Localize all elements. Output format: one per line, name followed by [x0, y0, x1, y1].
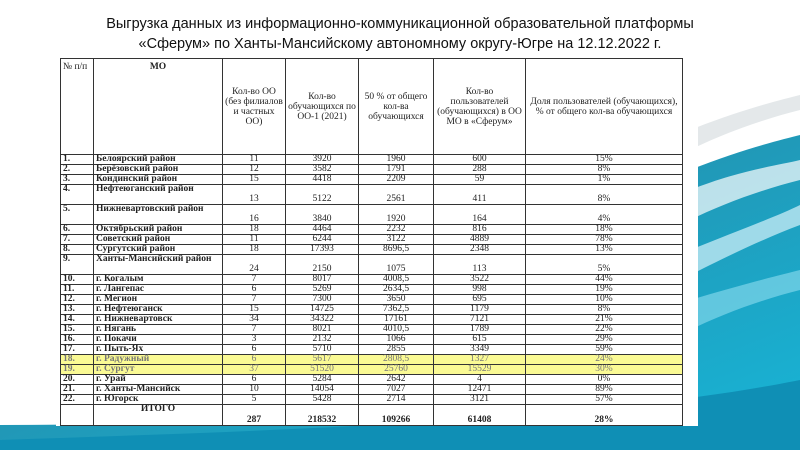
table-row [61, 335, 683, 345]
row-share: 1% [526, 175, 683, 185]
row-mo: г. Нефтеюганск [94, 305, 223, 315]
header-number: № п/п [61, 59, 94, 155]
row-mo: ИТОГО [94, 405, 223, 426]
row-users: 288 [434, 165, 526, 175]
row-schools: 6 [223, 345, 286, 355]
row-share: 21% [526, 315, 683, 325]
row-schools: 12 [223, 165, 286, 175]
row-half: 7362,5 [359, 305, 434, 315]
row-number: 21. [61, 385, 94, 395]
row-students: 34322 [286, 315, 359, 325]
row-students: 3582 [286, 165, 359, 175]
row-schools: 11 [223, 155, 286, 165]
row-share: 19% [526, 285, 683, 295]
row-number: 4. [61, 185, 94, 205]
row-schools: 287 [223, 405, 286, 426]
row-number: 14. [61, 315, 94, 325]
row-number: 9. [61, 255, 94, 275]
row-half: 109266 [359, 405, 434, 426]
table-row [61, 295, 683, 305]
row-students: 8021 [286, 325, 359, 335]
row-schools: 24 [223, 255, 286, 275]
table-header-row [61, 59, 683, 155]
row-number: 16. [61, 335, 94, 345]
row-users: 3522 [434, 275, 526, 285]
row-half: 2634,5 [359, 285, 434, 295]
row-mo: Кондинский район [94, 175, 223, 185]
row-mo: г. Лангепас [94, 285, 223, 295]
table-row [61, 355, 683, 365]
row-share: 59% [526, 345, 683, 355]
row-number: 7. [61, 235, 94, 245]
row-share: 89% [526, 385, 683, 395]
header-users-share: Доля пользователей (обучающихся), % от общего кол-ва обучающихся [526, 59, 683, 155]
row-half: 4008,5 [359, 275, 434, 285]
row-users: 164 [434, 205, 526, 225]
table-row [61, 155, 683, 165]
row-number: 20. [61, 375, 94, 385]
header-mo: МО [94, 59, 223, 155]
table-row [61, 395, 683, 405]
row-students: 5122 [286, 185, 359, 205]
row-mo: Сургутский район [94, 245, 223, 255]
row-schools: 34 [223, 315, 286, 325]
row-number: 10. [61, 275, 94, 285]
row-schools: 6 [223, 355, 286, 365]
row-number: 11. [61, 285, 94, 295]
header-half-students: 50 % от общего кол-ва обучающихся [359, 59, 434, 155]
row-half: 2714 [359, 395, 434, 405]
header-students-count: Кол-во обучающихся по ОО-1 (2021) [286, 59, 359, 155]
table-row [61, 175, 683, 185]
row-half: 1960 [359, 155, 434, 165]
row-half: 1066 [359, 335, 434, 345]
row-users: 7121 [434, 315, 526, 325]
row-mo: Нефтеюганский район [94, 185, 223, 205]
row-users: 4889 [434, 235, 526, 245]
row-students: 17393 [286, 245, 359, 255]
table-row [61, 325, 683, 335]
row-students: 8017 [286, 275, 359, 285]
row-share: 22% [526, 325, 683, 335]
table-row [61, 245, 683, 255]
title-line-1: Выгрузка данных из информационно-коммуникационной образовательной платформы [106, 16, 694, 32]
row-half: 7027 [359, 385, 434, 395]
row-share: 4% [526, 205, 683, 225]
row-schools: 3 [223, 335, 286, 345]
row-mo: г. Пыть-Ях [94, 345, 223, 355]
row-users: 59 [434, 175, 526, 185]
row-number: 3. [61, 175, 94, 185]
table-row [61, 235, 683, 245]
row-half: 2232 [359, 225, 434, 235]
table-row [61, 365, 683, 375]
row-users: 3349 [434, 345, 526, 355]
row-share: 13% [526, 245, 683, 255]
row-half: 17161 [359, 315, 434, 325]
row-students: 4418 [286, 175, 359, 185]
row-schools: 11 [223, 235, 286, 245]
row-mo: г. Ханты-Мансийск [94, 385, 223, 395]
row-users: 816 [434, 225, 526, 235]
row-number: 22. [61, 395, 94, 405]
row-users: 113 [434, 255, 526, 275]
row-number: 15. [61, 325, 94, 335]
row-users: 615 [434, 335, 526, 345]
row-schools: 15 [223, 175, 286, 185]
row-students: 14725 [286, 305, 359, 315]
table-row [61, 385, 683, 395]
row-users: 61408 [434, 405, 526, 426]
row-students: 51520 [286, 365, 359, 375]
row-schools: 10 [223, 385, 286, 395]
row-share: 8% [526, 185, 683, 205]
row-students: 14054 [286, 385, 359, 395]
row-users: 1179 [434, 305, 526, 315]
row-share: 57% [526, 395, 683, 405]
table-row [61, 285, 683, 295]
row-mo: Советский район [94, 235, 223, 245]
row-mo: Берёзовский район [94, 165, 223, 175]
row-number: 8. [61, 245, 94, 255]
data-table [60, 58, 683, 426]
row-schools: 18 [223, 225, 286, 235]
row-mo: г. Покачи [94, 335, 223, 345]
slide-title [0, 14, 800, 54]
row-users: 3121 [434, 395, 526, 405]
row-users: 15529 [434, 365, 526, 375]
row-mo: г. Нижневартовск [94, 315, 223, 325]
row-share: 15% [526, 155, 683, 165]
row-half: 1920 [359, 205, 434, 225]
row-users: 12471 [434, 385, 526, 395]
table-row [61, 255, 683, 275]
row-number: 13. [61, 305, 94, 315]
row-students: 4464 [286, 225, 359, 235]
row-share: 24% [526, 355, 683, 365]
row-students: 5428 [286, 395, 359, 405]
row-schools: 7 [223, 325, 286, 335]
table-row [61, 315, 683, 325]
row-number: 17. [61, 345, 94, 355]
table-row [61, 375, 683, 385]
table-row [61, 165, 683, 175]
header-sferum-users: Кол-во пользователей (обучающихся) в ОО МО в «Сферум» [434, 59, 526, 155]
table-row [61, 305, 683, 315]
row-mo: г. Нягань [94, 325, 223, 335]
row-mo: г. Мегион [94, 295, 223, 305]
table-row [61, 225, 683, 235]
row-mo: Белоярский район [94, 155, 223, 165]
row-students: 3920 [286, 155, 359, 165]
row-mo: Ханты-Мансийский район [94, 255, 223, 275]
row-schools: 7 [223, 295, 286, 305]
row-students: 3840 [286, 205, 359, 225]
row-mo: Нижневартовский район [94, 205, 223, 225]
row-mo: Октябрьский район [94, 225, 223, 235]
row-share: 0% [526, 375, 683, 385]
row-number: 12. [61, 295, 94, 305]
row-mo: г. Урай [94, 375, 223, 385]
row-share: 29% [526, 335, 683, 345]
row-number: 1. [61, 155, 94, 165]
row-schools: 37 [223, 365, 286, 375]
row-mo: г. Когалым [94, 275, 223, 285]
row-mo: г. Радужный [94, 355, 223, 365]
row-half: 2642 [359, 375, 434, 385]
row-schools: 6 [223, 375, 286, 385]
row-schools: 13 [223, 185, 286, 205]
row-half: 1075 [359, 255, 434, 275]
row-number [61, 405, 94, 426]
row-students: 5269 [286, 285, 359, 295]
row-number: 2. [61, 165, 94, 175]
table-row [61, 345, 683, 355]
row-share: 10% [526, 295, 683, 305]
row-students: 5284 [286, 375, 359, 385]
row-schools: 7 [223, 275, 286, 285]
row-mo: г. Югорск [94, 395, 223, 405]
row-number: 19. [61, 365, 94, 375]
row-users: 4 [434, 375, 526, 385]
row-users: 695 [434, 295, 526, 305]
header-schools-count: Кол-во ОО (без филиалов и частных ОО) [223, 59, 286, 155]
row-half: 2808,5 [359, 355, 434, 365]
row-users: 1327 [434, 355, 526, 365]
total-row [61, 405, 683, 426]
title-line-2: «Сферум» по Ханты-Мансийскому автономному округу-Югре на 12.12.2022 г. [138, 36, 662, 52]
table-row [61, 185, 683, 205]
row-users: 411 [434, 185, 526, 205]
row-share: 28% [526, 405, 683, 426]
row-students: 5710 [286, 345, 359, 355]
row-schools: 15 [223, 305, 286, 315]
table-row [61, 275, 683, 285]
row-share: 5% [526, 255, 683, 275]
row-users: 2348 [434, 245, 526, 255]
row-number: 18. [61, 355, 94, 365]
row-students: 5617 [286, 355, 359, 365]
row-students: 7300 [286, 295, 359, 305]
row-share: 8% [526, 165, 683, 175]
row-half: 3122 [359, 235, 434, 245]
row-share: 8% [526, 305, 683, 315]
row-number: 6. [61, 225, 94, 235]
row-number: 5. [61, 205, 94, 225]
row-students: 218532 [286, 405, 359, 426]
row-schools: 6 [223, 285, 286, 295]
row-half: 8696,5 [359, 245, 434, 255]
row-schools: 5 [223, 395, 286, 405]
row-mo: г. Сургут [94, 365, 223, 375]
row-half: 4010,5 [359, 325, 434, 335]
row-students: 2150 [286, 255, 359, 275]
row-half: 2855 [359, 345, 434, 355]
row-share: 78% [526, 235, 683, 245]
row-schools: 18 [223, 245, 286, 255]
row-schools: 16 [223, 205, 286, 225]
row-users: 998 [434, 285, 526, 295]
row-half: 3650 [359, 295, 434, 305]
row-half: 1791 [359, 165, 434, 175]
row-half: 2561 [359, 185, 434, 205]
row-half: 25760 [359, 365, 434, 375]
row-share: 30% [526, 365, 683, 375]
row-share: 44% [526, 275, 683, 285]
row-users: 1789 [434, 325, 526, 335]
table-row [61, 205, 683, 225]
row-users: 600 [434, 155, 526, 165]
row-students: 6244 [286, 235, 359, 245]
row-half: 2209 [359, 175, 434, 185]
row-students: 2132 [286, 335, 359, 345]
row-share: 18% [526, 225, 683, 235]
